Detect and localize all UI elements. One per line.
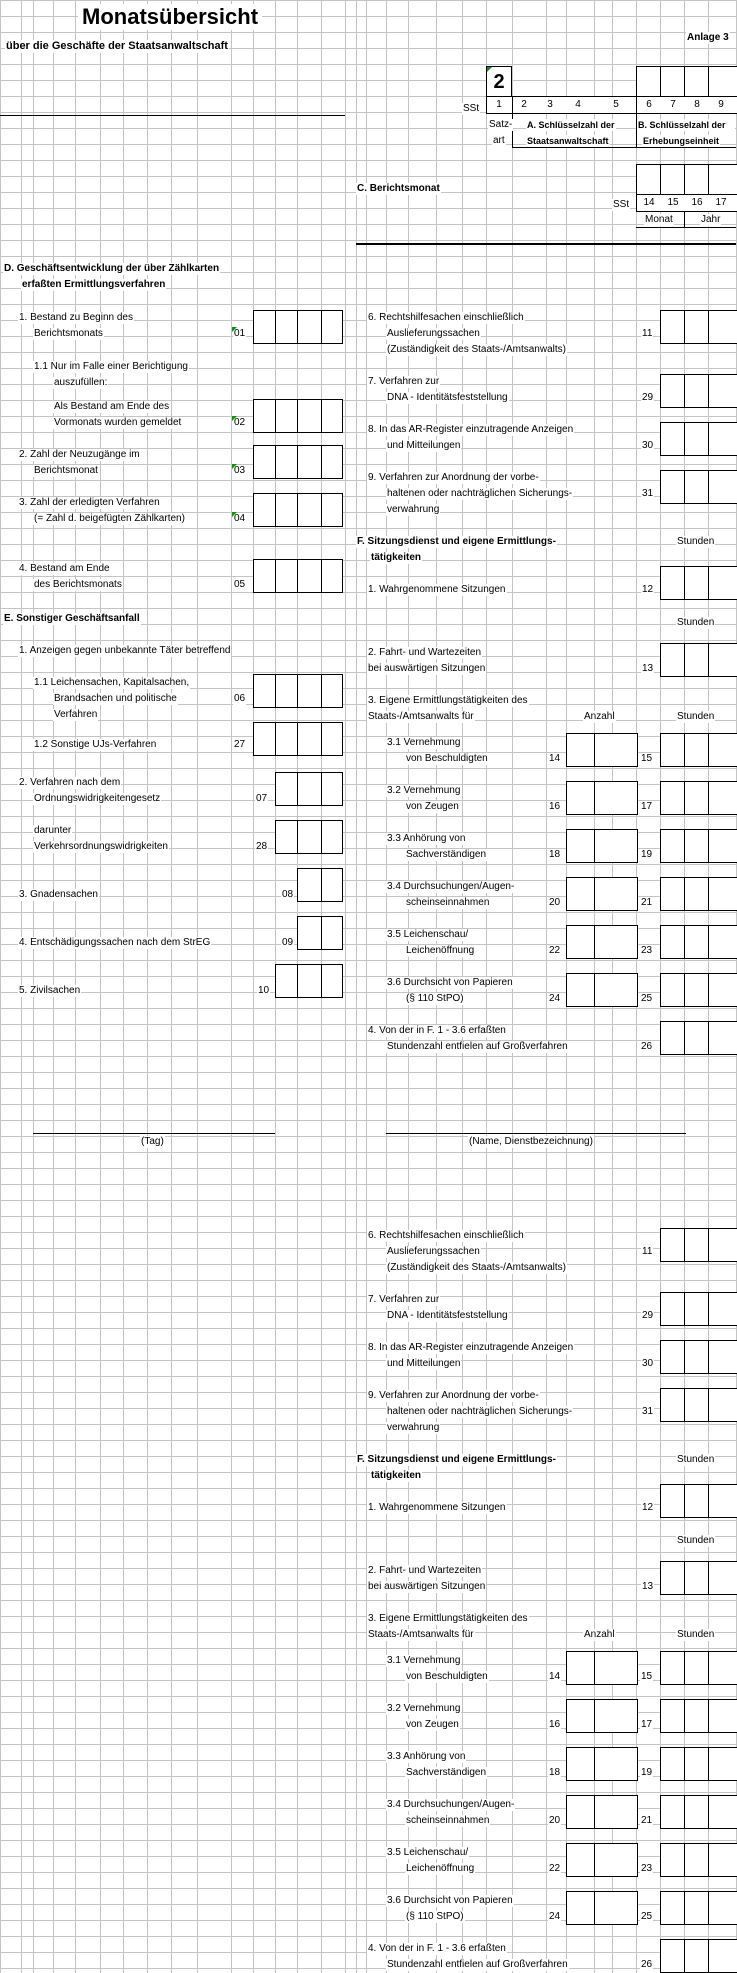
d1-input[interactable]: [253, 310, 343, 344]
f32-stunden-input[interactable]: [660, 781, 737, 815]
f36-anzahl-input[interactable]: [566, 973, 638, 1007]
section-f-heading: tätigkeiten: [371, 1470, 422, 1481]
f3-label: 3. Eigene Ermittlungstätigkeiten des: [368, 1613, 528, 1624]
f34-code: 20: [549, 1815, 561, 1826]
f33-code: 19: [641, 1767, 653, 1778]
f1-code: 12: [642, 584, 654, 595]
f4-code: 26: [641, 1041, 653, 1052]
f35-label: 3.5 Leichenschau/: [387, 929, 469, 940]
berichtsmonat-heading: C. Berichtsmonat: [357, 183, 440, 194]
f33-label: 3.3 Anhörung von: [387, 1751, 466, 1762]
f35-code: 23: [641, 945, 653, 956]
section-f-heading: tätigkeiten: [371, 552, 422, 563]
r9-label: verwahrung: [387, 504, 440, 515]
b-schluessel-label: B. Schlüsselzahl der: [637, 119, 735, 131]
f33-anzahl-input[interactable]: [566, 829, 638, 863]
f32-code: 17: [641, 1719, 653, 1730]
f31-label: 3.1 Vernehmung: [387, 737, 461, 748]
page-subtitle: über die Geschäfte der Staatsanwaltschaft: [6, 40, 228, 52]
f4-code: 26: [641, 1959, 653, 1970]
green-marker-icon: [232, 512, 237, 517]
f1-label: 1. Wahrgenommene Sitzungen: [368, 584, 506, 595]
e4-label: 4. Entschädigungssachen nach dem StrEG: [19, 937, 211, 948]
f34-code: 21: [641, 1815, 653, 1826]
f2-code: 13: [642, 663, 654, 674]
r8-input[interactable]: [660, 422, 737, 456]
kennung-col: 7: [664, 99, 682, 111]
page-title: Monatsübersicht: [78, 4, 262, 30]
f1-input[interactable]: [660, 1484, 737, 1518]
e5-label: 5. Zivilsachen: [19, 985, 81, 996]
d11-input[interactable]: [253, 399, 343, 433]
d2-label: Berichtsmonat: [34, 465, 98, 476]
c-col: 15: [664, 197, 682, 209]
r8-input[interactable]: [660, 1340, 737, 1374]
r6-label: (Zuständigkeit des Staats-/Amtsanwalts): [387, 344, 566, 355]
f31-label: 3.1 Vernehmung: [387, 1655, 461, 1666]
green-marker-icon: [232, 416, 237, 421]
f33-label: Sachverständigen: [406, 849, 487, 860]
tag-label: (Tag): [141, 1136, 164, 1147]
f36-stunden-input[interactable]: [660, 1891, 737, 1925]
r6-code: 11: [642, 1246, 653, 1257]
r7-label: DNA - Identitätsfeststellung: [387, 1310, 508, 1321]
d1-label: Berichtsmonats: [34, 328, 103, 339]
d3-input[interactable]: [253, 493, 343, 527]
f31-stunden-input[interactable]: [660, 733, 737, 767]
f4-label: Stundenzahl entfielen auf Großverfahren: [387, 1959, 568, 1970]
f34-code: 20: [549, 897, 561, 908]
f4-label: Stundenzahl entfielen auf Großverfahren: [387, 1041, 568, 1052]
d4-label: 4. Bestand am Ende: [19, 563, 110, 574]
f32-anzahl-input[interactable]: [566, 1699, 638, 1733]
f33-code: 19: [641, 849, 653, 860]
e2-label: 2. Verfahren nach dem: [19, 777, 121, 788]
name-label: (Name, Dienstbezeichnung): [469, 1136, 593, 1147]
b-schluessel-input[interactable]: [636, 66, 737, 97]
f2-input[interactable]: [660, 1561, 737, 1595]
f36-code: 25: [641, 993, 653, 1004]
r6-input[interactable]: [660, 310, 737, 344]
f2-label: 2. Fahrt- und Wartezeiten: [368, 647, 482, 658]
satzart-label: Satz-: [489, 119, 513, 130]
r8-label: und Mitteilungen: [387, 1358, 461, 1369]
green-marker-icon: [232, 464, 237, 469]
f31-code: 14: [549, 1671, 561, 1682]
f36-code: 24: [549, 1911, 561, 1922]
a-schluessel-label: Staatsanwaltschaft: [527, 136, 609, 146]
f33-stunden-input[interactable]: [660, 1747, 737, 1781]
f33-code: 18: [549, 1767, 561, 1778]
stunden-label: Stunden: [677, 617, 715, 628]
section-d-heading: erfaßten Ermittlungsverfahren: [22, 279, 166, 290]
f1-input[interactable]: [660, 566, 737, 600]
e5-code: 10: [258, 985, 270, 996]
r7-code: 29: [642, 392, 654, 403]
f35-anzahl-input[interactable]: [566, 1843, 638, 1877]
f31-anzahl-input[interactable]: [566, 1651, 638, 1685]
kennung-col: 4: [568, 99, 588, 111]
sst-label: SSt: [613, 199, 630, 210]
f35-code: 22: [549, 945, 561, 956]
d4-label: des Berichtsmonats: [34, 579, 122, 590]
signature-line-tag: [33, 1133, 275, 1134]
f4-label: 4. Von der in F. 1 - 3.6 erfaßten: [368, 1025, 506, 1036]
r9-code: 31: [642, 488, 654, 499]
d11-label: auszufüllen:: [54, 377, 108, 388]
f34-stunden-input[interactable]: [660, 1795, 737, 1829]
green-marker-icon: [487, 67, 492, 72]
kennung-col: 8: [688, 99, 706, 111]
f1-label: 1. Wahrgenommene Sitzungen: [368, 1502, 506, 1513]
r6-label: 6. Rechtshilfesachen einschließlich: [368, 312, 524, 323]
d1-label: 1. Bestand zu Beginn des: [19, 312, 133, 323]
d3-label: (= Zahl d. beigefügten Zählkarten): [34, 513, 185, 524]
d4-input[interactable]: [253, 559, 343, 593]
f32-anzahl-input[interactable]: [566, 781, 638, 815]
jahr-label: Jahr: [701, 214, 721, 225]
f35-anzahl-input[interactable]: [566, 925, 638, 959]
r9-label: 9. Verfahren zur Anordnung der vorbe-: [368, 472, 539, 483]
f33-label: 3.3 Anhörung von: [387, 833, 466, 844]
e2-input[interactable]: [275, 772, 343, 806]
kennung-col: 3: [540, 99, 560, 111]
kennung-col: 2: [514, 99, 534, 111]
e2-label: Ordnungswidrigkeitengesetz: [34, 793, 161, 804]
f36-code: 24: [549, 993, 561, 1004]
d3-code: 04: [234, 513, 246, 524]
f3-label: 3. Eigene Ermittlungstätigkeiten des: [368, 695, 528, 706]
berichtsmonat-input[interactable]: [636, 164, 737, 195]
f2-input[interactable]: [660, 643, 737, 677]
f31-code: 15: [641, 1671, 653, 1682]
stunden-label: Stunden: [677, 536, 715, 547]
r8-code: 30: [642, 440, 654, 451]
kennung-col: 9: [712, 99, 730, 111]
f35-label: Leichenöffnung: [406, 1863, 475, 1874]
f35-label: 3.5 Leichenschau/: [387, 1847, 469, 1858]
e5-input[interactable]: [275, 964, 343, 998]
f36-label: (§ 110 StPO): [406, 993, 464, 1004]
f31-label: von Beschuldigten: [406, 1671, 488, 1682]
section-e-heading: E. Sonstiger Geschäftsanfall: [4, 613, 140, 624]
f31-anzahl-input[interactable]: [566, 733, 638, 767]
satzart-value: 2: [490, 70, 508, 94]
f35-label: Leichenöffnung: [406, 945, 475, 956]
r7-code: 29: [642, 1310, 654, 1321]
f31-stunden-input[interactable]: [660, 1651, 737, 1685]
r8-label: und Mitteilungen: [387, 440, 461, 451]
f36-label: (§ 110 StPO): [406, 1911, 464, 1922]
e3-label: 3. Gnadensachen: [19, 889, 98, 900]
d1-code: 01: [234, 328, 246, 339]
c-col: 16: [688, 197, 706, 209]
f36-stunden-input[interactable]: [660, 973, 737, 1007]
r6-label: Auslieferungssachen: [387, 328, 480, 339]
r6-label: 6. Rechtshilfesachen einschließlich: [368, 1230, 524, 1241]
d11-label: Vormonats wurden gemeldet: [54, 417, 182, 428]
d11-label: Als Bestand am Ende des: [54, 401, 170, 412]
d4-code: 05: [234, 579, 246, 590]
section-rule: [356, 243, 736, 245]
f2-code: 13: [642, 1581, 654, 1592]
a-schluessel-label: A. Schlüsselzahl der: [527, 120, 615, 130]
d2-input[interactable]: [253, 445, 343, 479]
stunden-label: Stunden: [677, 1629, 715, 1640]
e12-label: 1.2 Sonstige UJs-Verfahren: [34, 739, 157, 750]
stunden-label: Stunden: [677, 1454, 715, 1465]
e11-label: 1.1 Leichensachen, Kapitalsachen,: [34, 677, 190, 688]
e2b-code: 28: [256, 841, 268, 852]
f32-label: von Zeugen: [406, 1719, 459, 1730]
d3-label: 3. Zahl der erledigten Verfahren: [19, 497, 160, 508]
f35-stunden-input[interactable]: [660, 925, 737, 959]
c-col: 17: [712, 197, 730, 209]
f32-code: 16: [549, 801, 561, 812]
green-marker-icon: [232, 327, 237, 332]
f2-label: bei auswärtigen Sitzungen: [368, 1581, 486, 1592]
f35-stunden-input[interactable]: [660, 1843, 737, 1877]
e4-input[interactable]: [297, 916, 343, 950]
f32-code: 16: [549, 1719, 561, 1730]
r6-input[interactable]: [660, 1228, 737, 1262]
c-col: 14: [640, 197, 658, 209]
signature-line-name: [386, 1133, 686, 1134]
e2b-label: Verkehrsordnungswidrigkeiten: [34, 841, 168, 852]
e2b-input[interactable]: [275, 820, 343, 854]
e3-code: 08: [282, 889, 294, 900]
kennung-col: 5: [606, 99, 626, 111]
f35-code: 22: [549, 1863, 561, 1874]
f2-label: bei auswärtigen Sitzungen: [368, 663, 486, 674]
d2-code: 03: [234, 465, 246, 476]
e3-input[interactable]: [297, 868, 343, 902]
e2-code: 07: [256, 793, 268, 804]
e11-input[interactable]: [253, 674, 343, 708]
monat-label: Monat: [645, 214, 673, 225]
d11-code: 02: [234, 417, 246, 428]
f34-label: 3.4 Durchsuchungen/Augen-: [387, 881, 515, 892]
section-f-heading: F. Sitzungsdienst und eigene Ermittlungs-: [357, 1454, 556, 1465]
e12-input[interactable]: [253, 722, 343, 756]
f31-code: 14: [549, 753, 561, 764]
f4-input[interactable]: [660, 1939, 737, 1973]
e11-code: 06: [234, 693, 246, 704]
section-d-heading: D. Geschäftsentwicklung der über Zählkarten: [4, 263, 220, 274]
r9-input[interactable]: [660, 470, 737, 504]
e4-code: 09: [282, 937, 294, 948]
kennung-col: 6: [640, 99, 658, 111]
r7-input[interactable]: [660, 1292, 737, 1326]
f4-label: 4. Von der in F. 1 - 3.6 erfaßten: [368, 1943, 506, 1954]
f3-label: Staats-/Amtsanwalts für: [368, 1629, 474, 1640]
anzahl-label: Anzahl: [584, 1629, 615, 1640]
f33-code: 18: [549, 849, 561, 860]
anzahl-label: Anzahl: [584, 711, 615, 722]
f34-stunden-input[interactable]: [660, 877, 737, 911]
f3-label: Staats-/Amtsanwalts für: [368, 711, 474, 722]
r8-code: 30: [642, 1358, 654, 1369]
f36-anzahl-input[interactable]: [566, 1891, 638, 1925]
r6-label: Auslieferungssachen: [387, 1246, 480, 1257]
f2-label: 2. Fahrt- und Wartezeiten: [368, 1565, 482, 1576]
f34-label: scheinseinnahmen: [406, 897, 490, 908]
f34-label: 3.4 Durchsuchungen/Augen-: [387, 1799, 515, 1810]
f33-stunden-input[interactable]: [660, 829, 737, 863]
section-f-heading: F. Sitzungsdienst und eigene Ermittlungs-: [357, 536, 556, 547]
f33-anzahl-input[interactable]: [566, 1747, 638, 1781]
stunden-label: Stunden: [677, 1535, 715, 1546]
header-rule: [0, 115, 345, 116]
f33-label: Sachverständigen: [406, 1767, 487, 1778]
e12-code: 27: [234, 739, 246, 750]
r7-label: 7. Verfahren zur: [368, 1294, 440, 1305]
stunden-label: Stunden: [677, 711, 715, 722]
f32-label: von Zeugen: [406, 801, 459, 812]
sst-label: SSt: [463, 103, 480, 114]
r6-code: 11: [642, 328, 653, 339]
r8-label: 8. In das AR-Register einzutragende Anzeigen: [368, 424, 574, 435]
f36-label: 3.6 Durchsicht von Papieren: [387, 977, 513, 988]
e1-label: 1. Anzeigen gegen unbekannte Täter betreffend: [19, 645, 231, 656]
f36-label: 3.6 Durchsicht von Papieren: [387, 1895, 513, 1906]
f32-code: 17: [641, 801, 653, 812]
satzart-label: art: [493, 135, 505, 146]
f32-label: 3.2 Vernehmung: [387, 1703, 461, 1714]
f34-code: 21: [641, 897, 653, 908]
e11-label: Verfahren: [54, 709, 98, 720]
r9-label: haltenen oder nachträglichen Sicherungs-: [387, 1406, 573, 1417]
anlage-label: Anlage 3: [687, 32, 729, 43]
f35-code: 23: [641, 1863, 653, 1874]
r9-code: 31: [642, 1406, 654, 1417]
f31-label: von Beschuldigten: [406, 753, 488, 764]
f34-anzahl-input[interactable]: [566, 1795, 638, 1829]
d2-label: 2. Zahl der Neuzugänge im: [19, 449, 140, 460]
r7-input[interactable]: [660, 374, 737, 408]
e11-label: Brandsachen und politische: [54, 693, 177, 704]
b-schluessel-label: Erhebungseinheit: [643, 136, 720, 146]
e2b-label: darunter: [34, 825, 72, 836]
f34-anzahl-input[interactable]: [566, 877, 638, 911]
f36-code: 25: [641, 1911, 653, 1922]
r8-label: 8. In das AR-Register einzutragende Anzeigen: [368, 1342, 574, 1353]
f34-label: scheinseinnahmen: [406, 1815, 490, 1826]
r9-label: haltenen oder nachträglichen Sicherungs-: [387, 488, 573, 499]
r9-label: verwahrung: [387, 1422, 440, 1433]
r6-label: (Zuständigkeit des Staats-/Amtsanwalts): [387, 1262, 566, 1273]
f32-label: 3.2 Vernehmung: [387, 785, 461, 796]
r7-label: 7. Verfahren zur: [368, 376, 440, 387]
kennung-col: 1: [490, 99, 508, 111]
d11-label: 1.1 Nur im Falle einer Berichtigung: [34, 361, 188, 372]
f32-stunden-input[interactable]: [660, 1699, 737, 1733]
r9-label: 9. Verfahren zur Anordnung der vorbe-: [368, 1390, 539, 1401]
r9-input[interactable]: [660, 1388, 737, 1422]
r7-label: DNA - Identitätsfeststellung: [387, 392, 508, 403]
f31-code: 15: [641, 753, 653, 764]
f4-input[interactable]: [660, 1021, 737, 1055]
f1-code: 12: [642, 1502, 654, 1513]
